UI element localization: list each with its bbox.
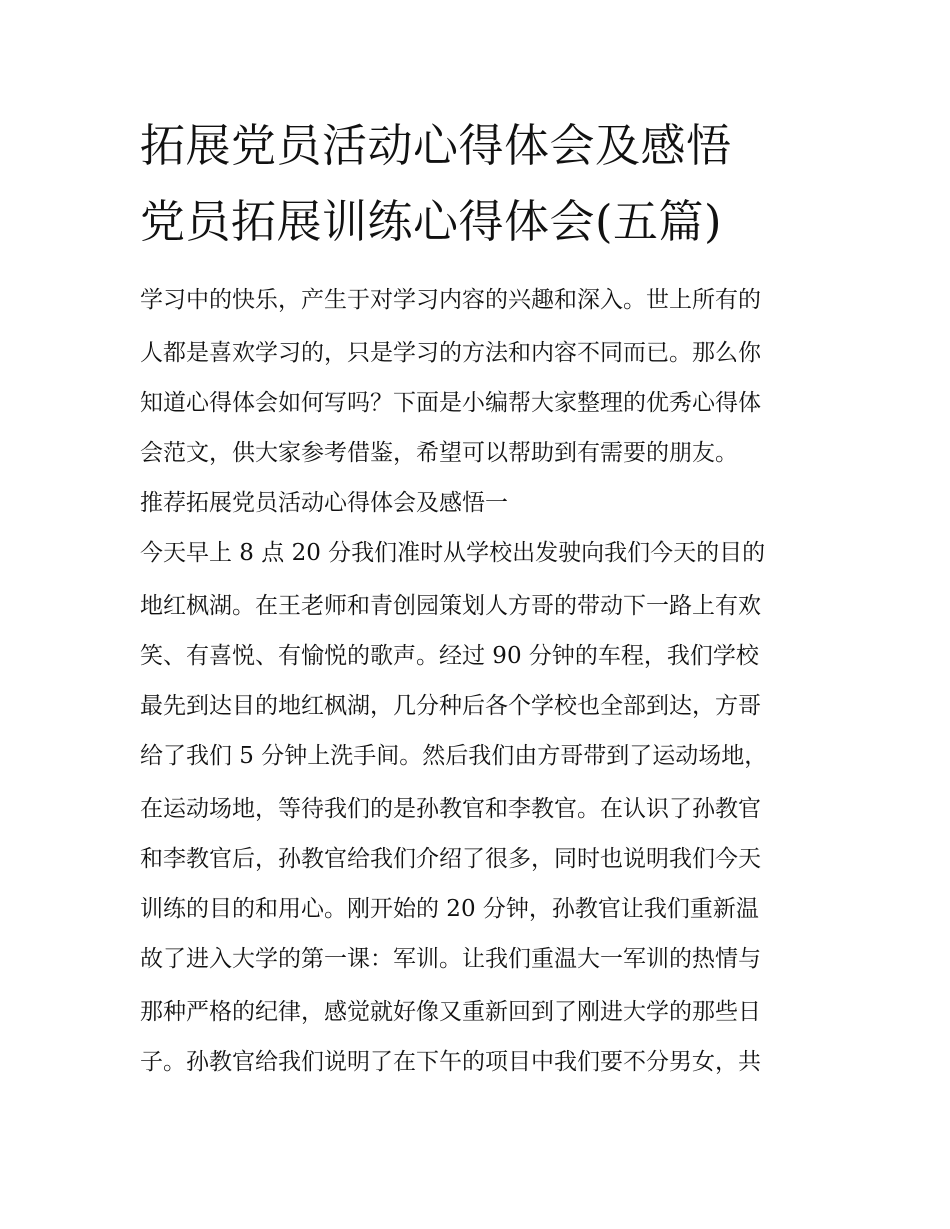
intro-line-2: 人都是喜欢学习的，只是学习的方法和内容不同而已。那么你	[140, 340, 761, 366]
body-line-4: 最先到达目的地红枫湖，几分种后各个学校也全部到达，方哥	[140, 693, 761, 719]
intro-line-1: 学习中的快乐，产生于对学习内容的兴趣和深入。世上所有的	[140, 287, 761, 313]
document-title-line-1: 拓展党员活动心得体会及感悟	[140, 119, 732, 172]
intro-line-3: 知道心得体会如何写吗？下面是小编帮大家整理的优秀心得体	[140, 390, 761, 416]
body-line-11: 子。孙教官给我们说明了在下午的项目中我们要不分男女，共	[140, 1049, 761, 1075]
section-heading: 推荐拓展党员活动心得体会及感悟一	[140, 490, 508, 516]
body-line-10: 那种严格的纪律，感觉就好像又重新回到了刚进大学的那些日	[140, 999, 761, 1025]
intro-line-4: 会范文，供大家参考借鉴，希望可以帮助到有需要的朋友。	[140, 440, 738, 466]
body-line-5: 给了我们 5 分钟上洗手间。然后我们由方哥带到了运动场地，	[140, 743, 768, 769]
body-line-2: 地红枫湖。在王老师和青创园策划人方哥的带动下一路上有欢	[140, 593, 761, 619]
body-line-9: 故了进入大学的第一课：军训。让我们重温大一军训的热情与	[140, 946, 761, 972]
body-line-1: 今天早上 8 点 20 分我们准时从学校出发驶向我们今天的目的	[140, 540, 766, 566]
document-title-line-2: 党员拓展训练心得体会(五篇)	[140, 195, 723, 248]
body-line-7: 和李教官后，孙教官给我们介绍了很多，同时也说明我们今天	[140, 846, 761, 872]
body-line-6: 在运动场地，等待我们的是孙教官和李教官。在认识了孙教官	[140, 796, 761, 822]
body-line-8: 训练的目的和用心。刚开始的 20 分钟，孙教官让我们重新温	[140, 896, 759, 922]
body-line-3: 笑、有喜悦、有愉悦的歌声。经过 90 分钟的车程，我们学校	[140, 643, 759, 669]
